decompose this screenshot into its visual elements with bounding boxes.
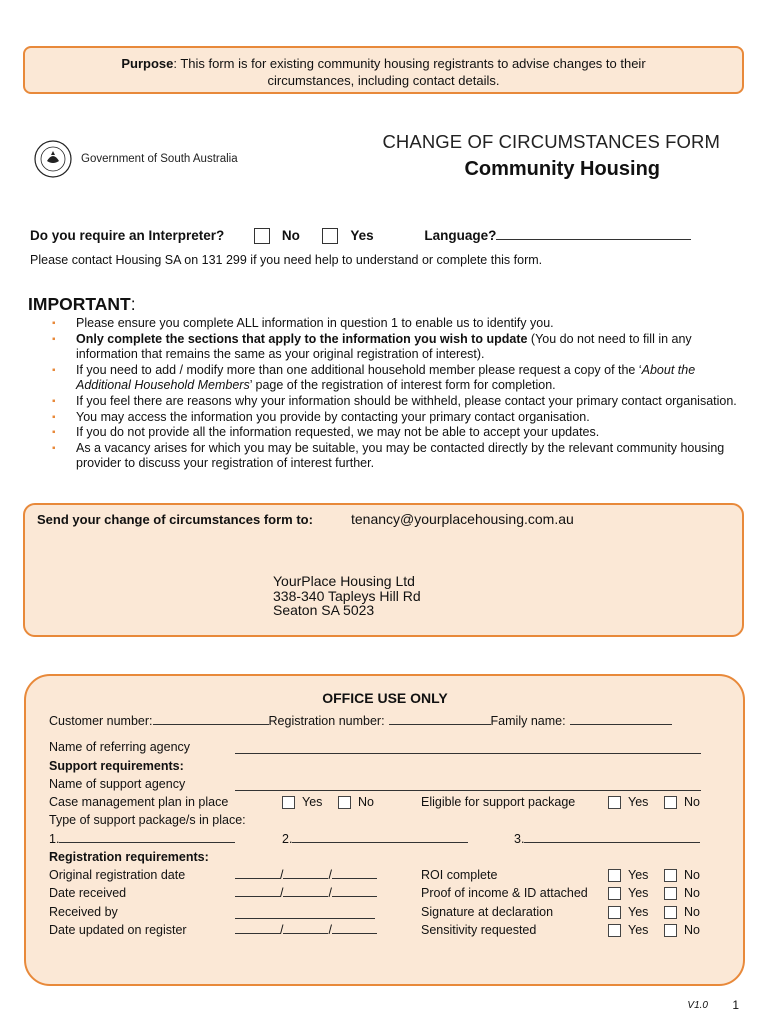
case-management-yes-label: Yes <box>302 795 323 809</box>
family-name-field[interactable] <box>570 724 672 725</box>
package-number-2: 2. <box>282 832 293 846</box>
date-received-label: Date received <box>49 886 127 900</box>
important-heading-colon: : <box>130 294 136 314</box>
item-bold: Only complete the sections that apply to the information you wish to update <box>76 331 528 346</box>
purpose-box <box>23 46 744 94</box>
interpreter-row <box>30 228 691 244</box>
interpreter-yes-label: Yes <box>350 228 374 243</box>
logo-text: Government of South Australia <box>81 153 238 165</box>
support-requirements-heading: Support requirements: <box>49 759 184 773</box>
package-1-field[interactable] <box>59 842 235 843</box>
contact-note: Please contact Housing SA on 131 299 if you need help to understand or complete this form. <box>30 253 543 267</box>
list-item <box>52 316 742 332</box>
item-text: If you feel there are reasons why your information should be withheld, please contact your primary contact organisation. <box>76 393 737 408</box>
list-item <box>52 363 742 394</box>
proof-yes-label: Yes <box>628 886 649 900</box>
customer-number-row <box>49 714 672 728</box>
interpreter-no-checkbox[interactable] <box>254 228 270 244</box>
item-text: You may access the information you provide by contacting your primary contact organisation. <box>76 409 590 424</box>
support-agency-field[interactable] <box>235 777 701 791</box>
postal-address <box>273 574 421 618</box>
signature-no-checkbox[interactable] <box>664 906 677 919</box>
sensitivity-label: Sensitivity requested <box>421 923 537 937</box>
date-received-field[interactable]: / / <box>235 886 377 900</box>
purpose-text-line1: : This form is for existing community housing registrants to advise changes to their <box>173 56 646 71</box>
list-item <box>52 441 742 472</box>
sensitivity-yes-label: Yes <box>628 923 649 937</box>
item-text: Please ensure you complete ALL information in question 1 to enable us to identify you. <box>76 316 554 330</box>
referring-agency-label: Name of referring agency <box>49 740 191 754</box>
form-subtitle: Community Housing <box>464 158 660 180</box>
purpose-label: Purpose <box>121 56 174 71</box>
signature-yes-checkbox[interactable] <box>608 906 621 919</box>
item-text: If you need to add / modify more than one additional household member please request a copy of the ‘ <box>76 362 642 377</box>
important-list <box>52 316 742 472</box>
proof-no-checkbox[interactable] <box>664 887 677 900</box>
item-italic: About the Additional Household Members <box>76 362 696 393</box>
item-text: (You do not need to fill in any information that remains the same as your original registration of interest). <box>76 331 692 362</box>
package-number-3: 3. <box>514 832 525 846</box>
signature-no-label: No <box>684 905 700 919</box>
registration-number-field[interactable] <box>389 724 491 725</box>
package-3-field[interactable] <box>524 842 700 843</box>
language-field[interactable] <box>496 239 691 240</box>
send-label: Send your change of circumstances form to: <box>37 512 313 527</box>
address-line1: YourPlace Housing Ltd <box>273 573 415 589</box>
item-text: If you do not provide all the information requested, we may not be able to accept your updates. <box>76 425 600 440</box>
package-2-field[interactable] <box>292 842 468 843</box>
roi-yes-label: Yes <box>628 868 649 882</box>
date-updated-field[interactable]: / / <box>235 923 377 937</box>
office-use-title: OFFICE USE ONLY <box>322 690 448 706</box>
state-crest-icon <box>33 139 73 179</box>
received-by-field[interactable] <box>235 905 375 919</box>
important-heading <box>28 294 136 315</box>
case-management-label: Case management plan in place <box>49 795 229 809</box>
proof-income-label: Proof of income & ID attached <box>421 886 588 900</box>
address-line3: Seaton SA 5023 <box>273 602 375 618</box>
send-email[interactable]: tenancy@yourplacehousing.com.au <box>351 511 574 527</box>
form-title: CHANGE OF CIRCUMSTANCES FORM <box>382 131 720 152</box>
interpreter-question: Do you require an Interpreter? <box>30 228 225 243</box>
sensitivity-no-checkbox[interactable] <box>664 924 677 937</box>
roi-no-checkbox[interactable] <box>664 869 677 882</box>
eligible-label: Eligible for support package <box>421 795 576 809</box>
registration-number-label: Registration number: <box>268 714 385 728</box>
original-date-label: Original registration date <box>49 868 186 882</box>
list-item <box>52 410 742 426</box>
proof-yes-checkbox[interactable] <box>608 887 621 900</box>
support-agency-label: Name of support agency <box>49 777 186 791</box>
address-line2: 338-340 Tapleys Hill Rd <box>273 587 421 604</box>
date-updated-label: Date updated on register <box>49 923 187 937</box>
customer-number-field[interactable] <box>153 724 269 725</box>
received-by-label: Received by <box>49 905 118 919</box>
proof-no-label: No <box>684 886 700 900</box>
list-item <box>52 394 742 410</box>
case-management-no-label: No <box>358 795 374 809</box>
item-text: As a vacancy arises for which you may be suitable, you may be contacted directly by the relevant community housing provider to discuss your registration of interest further. <box>76 440 725 471</box>
sensitivity-no-label: No <box>684 923 700 937</box>
eligible-yes-checkbox[interactable] <box>608 796 621 809</box>
version-label: V1.0 <box>687 1000 708 1011</box>
case-management-no-checkbox[interactable] <box>338 796 351 809</box>
original-date-field[interactable]: / / <box>235 868 377 882</box>
purpose-text-line2: circumstances, including contact details. <box>267 73 500 88</box>
family-name-label: Family name: <box>490 714 566 728</box>
government-logo <box>33 137 283 181</box>
customer-number-label: Customer number: <box>49 714 153 728</box>
case-management-yes-checkbox[interactable] <box>282 796 295 809</box>
roi-yes-checkbox[interactable] <box>608 869 621 882</box>
registration-requirements-heading: Registration requirements: <box>49 850 209 864</box>
roi-complete-label: ROI complete <box>421 868 498 882</box>
list-item <box>52 332 742 363</box>
sensitivity-yes-checkbox[interactable] <box>608 924 621 937</box>
page-number: 1 <box>732 998 739 1012</box>
item-text2: ’ page of the registration of interest form for completion. <box>249 378 556 393</box>
interpreter-no-label: No <box>281 228 300 243</box>
support-package-type-label: Type of support package/s in place: <box>49 813 246 827</box>
package-number-1: 1. <box>49 832 60 846</box>
language-label: Language? <box>424 228 497 243</box>
eligible-yes-label: Yes <box>628 795 649 809</box>
interpreter-yes-checkbox[interactable] <box>322 228 338 244</box>
roi-no-label: No <box>684 868 700 882</box>
signature-yes-label: Yes <box>628 905 649 919</box>
signature-label: Signature at declaration <box>421 905 554 919</box>
referring-agency-field[interactable] <box>235 740 701 754</box>
eligible-no-checkbox[interactable] <box>664 796 677 809</box>
eligible-no-label: No <box>684 795 700 809</box>
list-item <box>52 425 742 441</box>
important-heading-text: IMPORTANT <box>28 294 131 314</box>
